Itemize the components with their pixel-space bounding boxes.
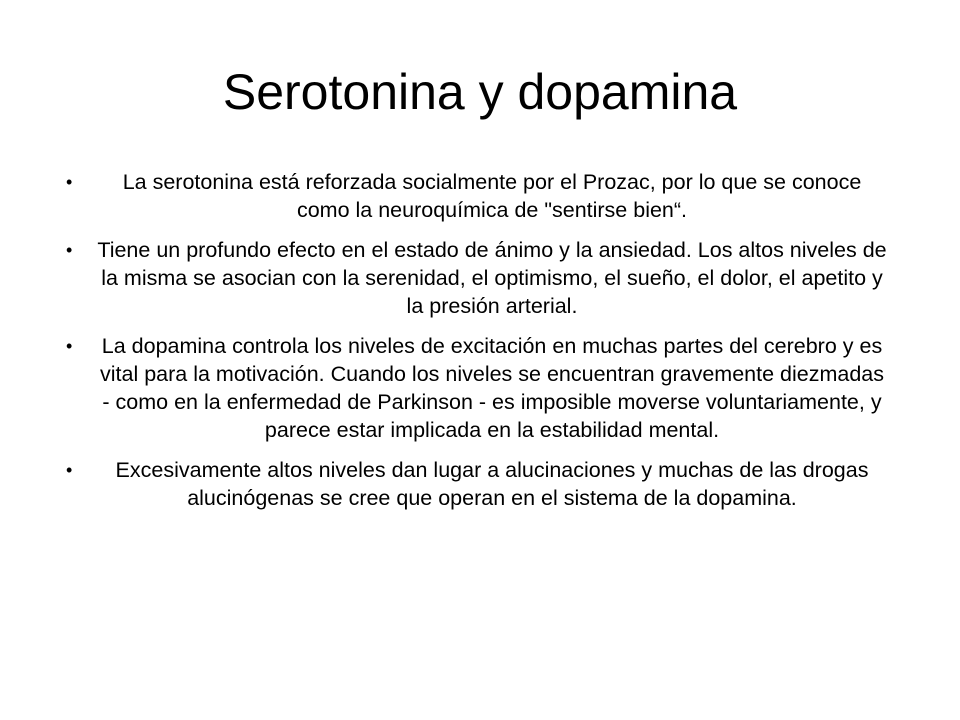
- bullet-text: Tiene un profundo efecto en el estado de ánimo y la ansiedad. Los altos niveles de la misma se asocian con la serenidad, el optimismo, el sueño, el dolor, el apetito y la presión arterial.: [97, 238, 887, 318]
- bullet-text: Excesivamente altos niveles dan lugar a alucinaciones y muchas de las drogas alucinógenas se cree que operan en el sistema de la dopamina.: [115, 458, 869, 510]
- bullet-dot-icon: •: [66, 172, 73, 192]
- bullet-dot-icon: •: [66, 460, 73, 480]
- bullet-list: [66, 168, 896, 524]
- bullet-item: [66, 456, 896, 512]
- bullet-item: [66, 168, 896, 224]
- bullet-text: La serotonina está reforzada socialmente por el Prozac, por lo que se conoce como la neuroquímica de "sentirse bien“.: [122, 170, 862, 222]
- bullet-item: [66, 332, 896, 444]
- bullet-text: La dopamina controla los niveles de excitación en muchas partes del cerebro y es vital para la motivación. Cuando los niveles se encuentran gravemente diezmadas - como en la enfermedad de Parkinson - es imposible moverse voluntariamente, y parece estar implicada en la estabilidad mental.: [100, 334, 884, 442]
- bullet-item: [66, 236, 896, 320]
- bullet-dot-icon: •: [66, 336, 73, 356]
- bullet-dot-icon: •: [66, 240, 73, 260]
- slide-title: Serotonina y dopamina: [222, 64, 738, 120]
